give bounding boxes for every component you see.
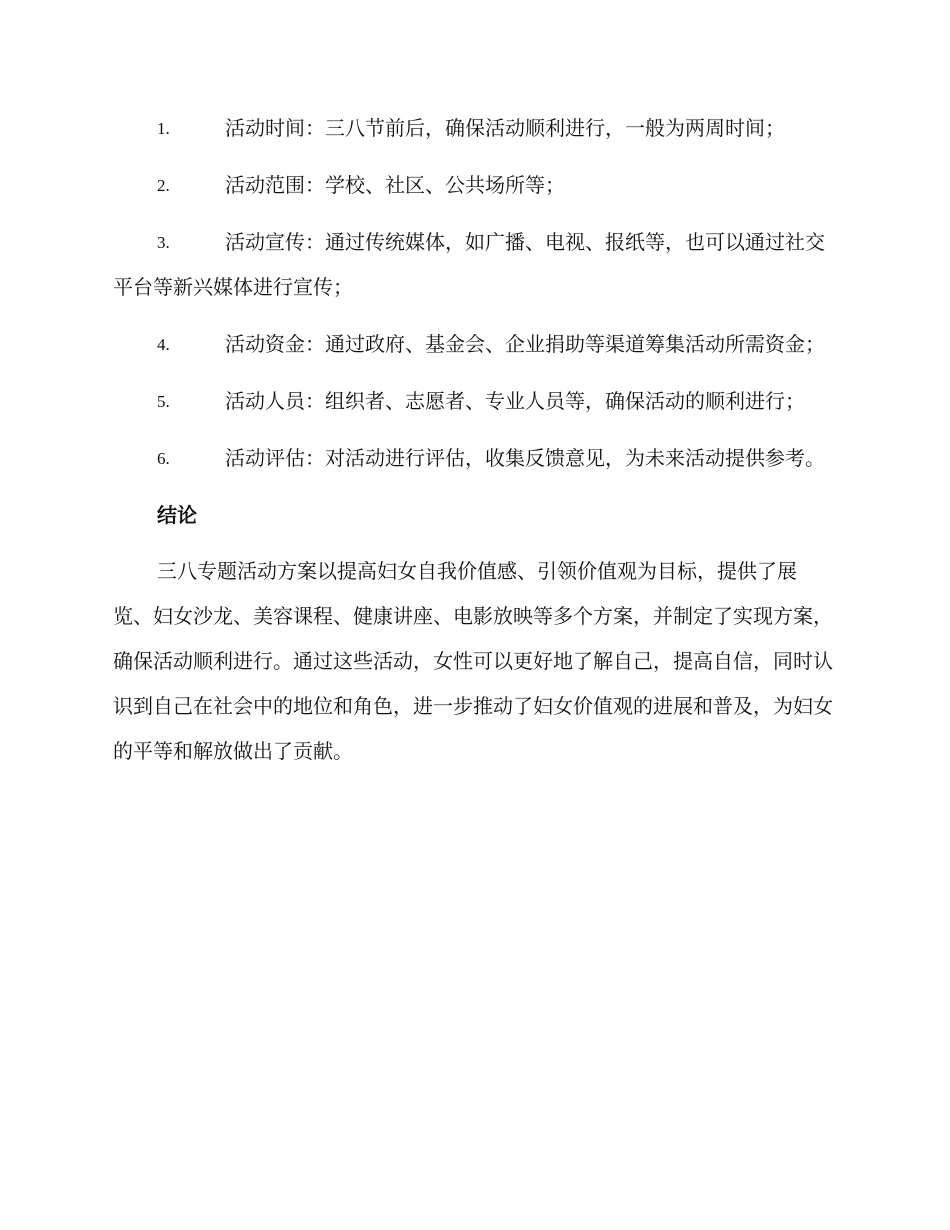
list-item <box>113 220 835 310</box>
list-number: 2. <box>157 176 170 195</box>
list-number: 5. <box>157 392 170 411</box>
conclusion-heading: 结论 <box>157 503 197 527</box>
document-content <box>113 106 835 774</box>
list-item <box>113 163 835 208</box>
list-item-text: 活动宣传：通过传统媒体，如广播、电视、报纸等，也可以通过社交平台等新兴媒体进行宣传； <box>113 230 825 299</box>
list-number: 4. <box>157 335 170 354</box>
list-item <box>113 106 835 151</box>
list-item-text: 活动范围：学校、社区、公共场所等； <box>225 173 565 197</box>
list-number: 6. <box>157 449 170 468</box>
list-number: 1. <box>157 119 170 138</box>
list-item-text: 活动评估：对活动进行评估，收集反馈意见，为未来活动提供参考。 <box>225 446 825 470</box>
list-number: 3. <box>157 233 170 252</box>
list-item-text: 活动人员：组织者、志愿者、专业人员等，确保活动的顺利进行； <box>225 389 805 413</box>
conclusion-paragraph: 三八专题活动方案以提高妇女自我价值感、引领价值观为目标，提供了展览、妇女沙龙、美容课程、健康讲座、电影放映等多个方案，并制定了实现方案，确保活动顺利进行。通过这些活动，女性可以更好地了解自己，提高自信，同时认识到自己在社会中的地位和角色，进一步推动了妇女价值观的进展和普及，为妇女的平等和解放做出了贡献。 <box>113 559 833 763</box>
list-item <box>113 379 835 424</box>
list-item-text: 活动资金：通过政府、基金会、企业捐助等渠道筹集活动所需资金； <box>225 332 825 356</box>
list-item <box>113 322 835 367</box>
list-item-text: 活动时间：三八节前后，确保活动顺利进行，一般为两周时间； <box>225 116 785 140</box>
list-item <box>113 436 835 481</box>
